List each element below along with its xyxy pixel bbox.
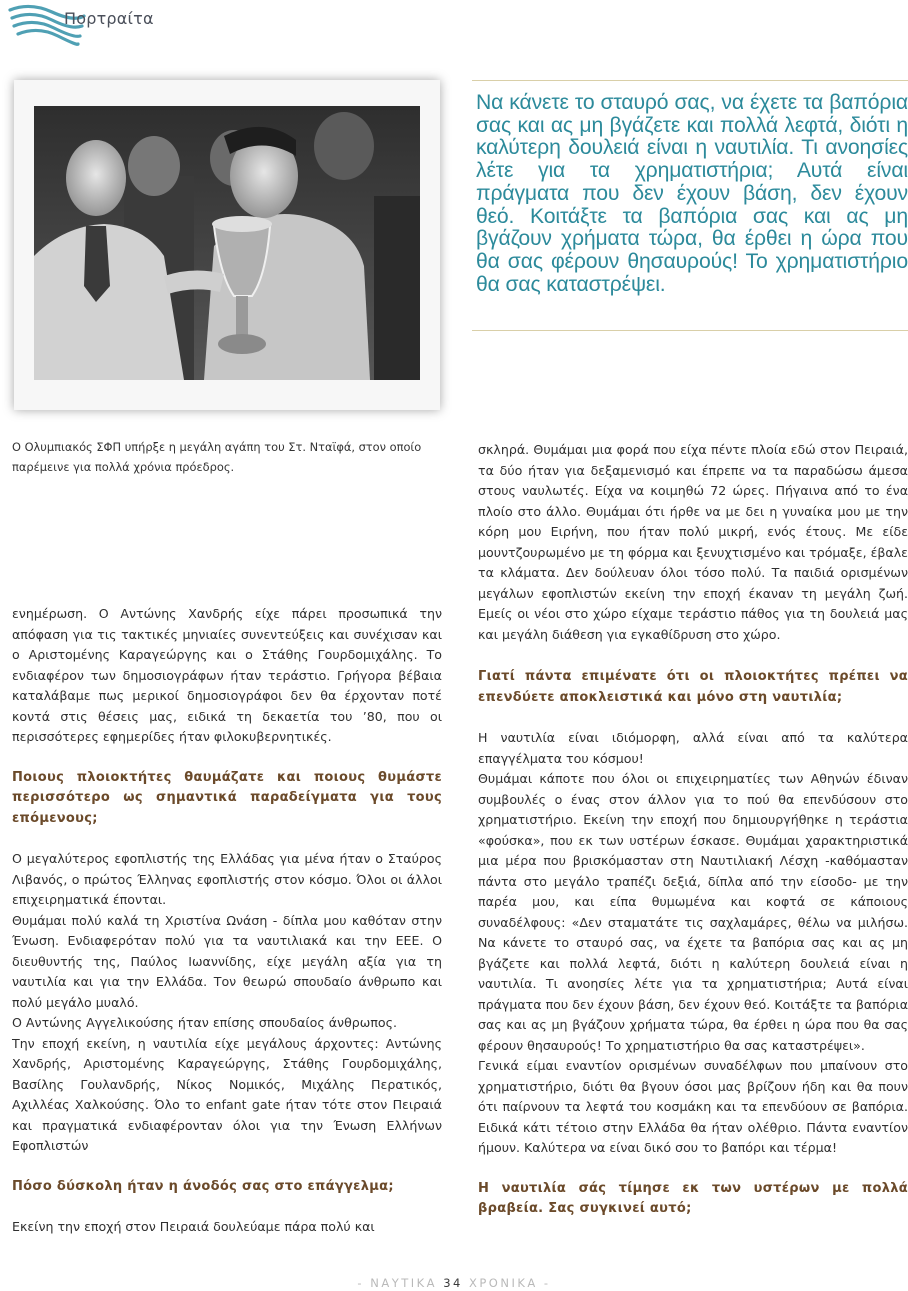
page-number: 34 xyxy=(443,1276,463,1290)
article-column-right xyxy=(478,440,908,1240)
section-title: Πορτραίτα xyxy=(64,9,154,28)
paragraph: Θυμάμαι κάποτε που όλοι οι επιχειρηματίες των Αθηνών έδιναν συμβουλές ο ένας στον άλλον για το πού θα επενδύσουν στο χρηματιστήριο. Εκείνη την εποχή που δημιουργήθηκε η τεράστια «φούσκα», που εκ των υστέρων έσκασε. Θυμάμαι χαρακτηριστικά μια μέρα που βρισκόμασταν στη Ναυτιλιακή Λέσχη -καθόμασταν πάντα στο μεγάλο τραπέζι δεξιά, δίπλα από την είσοδο- με την παρέα μου, και είπα θυμωμένα και κοφτά σε κάποιους συναδέλφους: «Δεν σταματάτε τις σαχλαμάρες, θέλω να μιλήσω. Να κάνετε το σταυρό σας, να έχετε τα βαπόρια σας και ας μη βγάζετε και πολλά λεφτά, διότι η καλύτερη δουλειά είναι η ναυτιλία. Τι ανοησίες λέτε για τα χρηματιστήρια; Αυτά είναι πράγματα που δεν έχουν βάση, δεν έχουν θεό. Κοιτάξτε τα βαπόρια σας και ας μη βγάζουν χρήματα τώρα, θα έρθει η ώρα που θα σας φέρουν θησαυρούς! Το χρηματιστήριο θα σας καταστρέψει». xyxy=(478,771,908,1053)
quote-bottom-rule xyxy=(472,330,908,331)
interview-question: Ποιους πλοιοκτήτες θαυμάζατε και ποιους θυμάστε περισσότερο ως σημαντικά παραδείγματα για τους επόμενους; xyxy=(12,769,442,826)
paragraph: σκληρά. Θυμάμαι μια φορά που είχα πέντε πλοία εδώ στον Πειραιά, τα δύο ήταν για δεξαμενισμό και έπρεπε να τα παραδώσω άμεσα στους ναυλωτές. Είχα να κοιμηθώ 72 ώρες. Πήγαινα από το ένα πλοίο στο άλλο. Θυμάμαι ότι ήρθε να με δει η γυναίκα μου με την κόρη μου Ειρήνη, που ήταν πολύ μικρή, ενός έτους. Με είδε μουντζουρωμένο με τη φόρμα και ξενυχτισμένο και τρόμαξε, έβαλε τα κλάματα. Δεν δούλευαν όλοι τόσο πολύ. Τα παιδιά ορισμένων μεγάλων εφοπλιστών εκείνη την εποχή έκαναν τη μεγάλη ζωή. Εμείς οι νέοι στο χώρο είχαμε τεράστιο πάθος για τη δουλειά μας και μεγάλη διάθεση για εγκαθίδρυση στο χώρο. xyxy=(478,442,908,642)
page-footer xyxy=(0,1276,908,1290)
quote-top-rule xyxy=(472,80,908,81)
interview-question: Η ναυτιλία σάς τίμησε εκ των υστέρων με πολλά βραβεία. Σας συγκινεί αυτό; xyxy=(478,1180,908,1216)
photo-two-men-trophy xyxy=(34,106,420,380)
photo-frame xyxy=(14,80,440,410)
footer-prefix: - ΝΑΥΤΙΚΑ xyxy=(357,1276,444,1290)
paragraph: Γενικά είμαι εναντίον ορισμένων συναδέλφων που μπαίνουν στο χρηματιστήριο, διότι θα βγουν όσοι μας βρίζουν ήδη και θα πουν ότι παίρνουν τα λεφτά του κοσμάκη και τα επενδύουν σε βαπόρια. Ειδικά κάτι τέτοιο στην Ελλάδα θα ήταν ολέθριο. Πάντα εναντίον ήμουν. Καλύτερα να είναι δικό σου το βαπόρι και τέρμα! xyxy=(478,1058,908,1155)
paragraph: Ο Αντώνης Αγγελικούσης ήταν επίσης σπουδαίος άνθρωπος. xyxy=(12,1015,398,1030)
paragraph: Εκείνη την εποχή στον Πειραιά δουλεύαμε πάρα πολύ και xyxy=(12,1219,375,1234)
article-column-left xyxy=(12,604,442,1238)
paragraph: Την εποχή εκείνη, η ναυτιλία είχε μεγάλους άρχοντες: Αντώνης Χανδρής, Αριστομένης Καραγεώργης, Στάθης Γουρδομιχάλης, Βασίλης Γουλανδρής, Νίκος Νομικός, Μιχάλης Περατικός, Αχιλλέας Χαλκούσης. Όλο το enfant gate ήταν τότε στον Πειραιά και πραγματικά ενδιαφέρονταν όλοι για την Ένωση Ελλήνων Εφοπλιστών xyxy=(12,1035,442,1153)
page-header xyxy=(0,0,908,50)
photo-caption: Ο Ολυμπιακός ΣΦΠ υπήρξε η μεγάλη αγάπη του Στ. Νταϊφά, στον οποίο παρέμεινε για πολλά χρόνια πρόεδρος. xyxy=(12,440,422,474)
footer-suffix: ΧΡΟΝΙΚΑ - xyxy=(462,1276,551,1290)
paragraph: Η ναυτιλία είναι ιδιόμορφη, αλλά είναι από τα καλύτερα επαγγέλματα του κόσμου! xyxy=(478,730,908,766)
paragraph: Θυμάμαι πολύ καλά τη Χριστίνα Ωνάση - δίπλα μου καθόταν στην Ένωση. Ενδιαφερόταν πολύ για τα ναυτιλιακά και την ΕΕΕ. Ο διευθυντής της, Παύλος Ιωαννίδης, είχε μεγάλη αξία για τη ναυτιλία και για την Ελλάδα. Τον θεωρώ σπουδαίο άνθρωπο και πολύ μεγάλο μυαλό. xyxy=(12,912,442,1010)
paragraph: Ο μεγαλύτερος εφοπλιστής της Ελλάδας για μένα ήταν ο Σταύρος Λιβανός, ο πρώτος Έλληνας εφοπλιστής στον κόσμο. Όλοι οι άλλοι επιχειρηματικά έπονται. xyxy=(12,851,442,907)
paragraph: ενημέρωση. Ο Αντώνης Χανδρής είχε πάρει προσωπικά την απόφαση για τις τακτικές μηνιαίες συνεντεύξεις και συνέχισαν και ο Αριστομένης Καραγεώργης και ο Στάθης Γουρδομιχάλης. Το ενδιαφέρον των δημοσιογράφων ήταν τεράστιο. Γρήγορα βέβαια καταλάβαμε πως μερικοί δημοσιογράφοι δεν θα έρχονταν ποτέ κοντά στις θέσεις μας, ειδικά τη δεκαετία του ’80, που οι περισσότερες εφημερίδες ήταν φιλοκυβερνητικές. xyxy=(12,606,442,744)
interview-question: Πόσο δύσκολη ήταν η άνοδός σας στο επάγγελμα; xyxy=(12,1178,394,1194)
interview-question: Γιατί πάντα επιμένατε ότι οι πλοιοκτήτες πρέπει να επενδύετε αποκλειστικά και μόνο στη ναυτιλία; xyxy=(478,669,908,705)
pull-quote: Να κάνετε το σταυρό σας, να έχετε τα βαπόρια σας και ας μη βγάζετε και πολλά λεφτά, διότι η καλύτερη δουλειά είναι η ναυτιλία. Τι ανοησίες λέτε για τα χρηματιστήρια; Αυτά είναι πράγματα που δεν έχουν βάση, δεν έχουν θεό. Κοιτάξτε τα βαπόρια σας και ας μη βγάζουν χρήματα τώρα, θα έρθει η ώρα που θα σας φέρουν θησαυρούς! Το χρηματιστήριο θα σας καταστρέψει. xyxy=(476,91,908,296)
